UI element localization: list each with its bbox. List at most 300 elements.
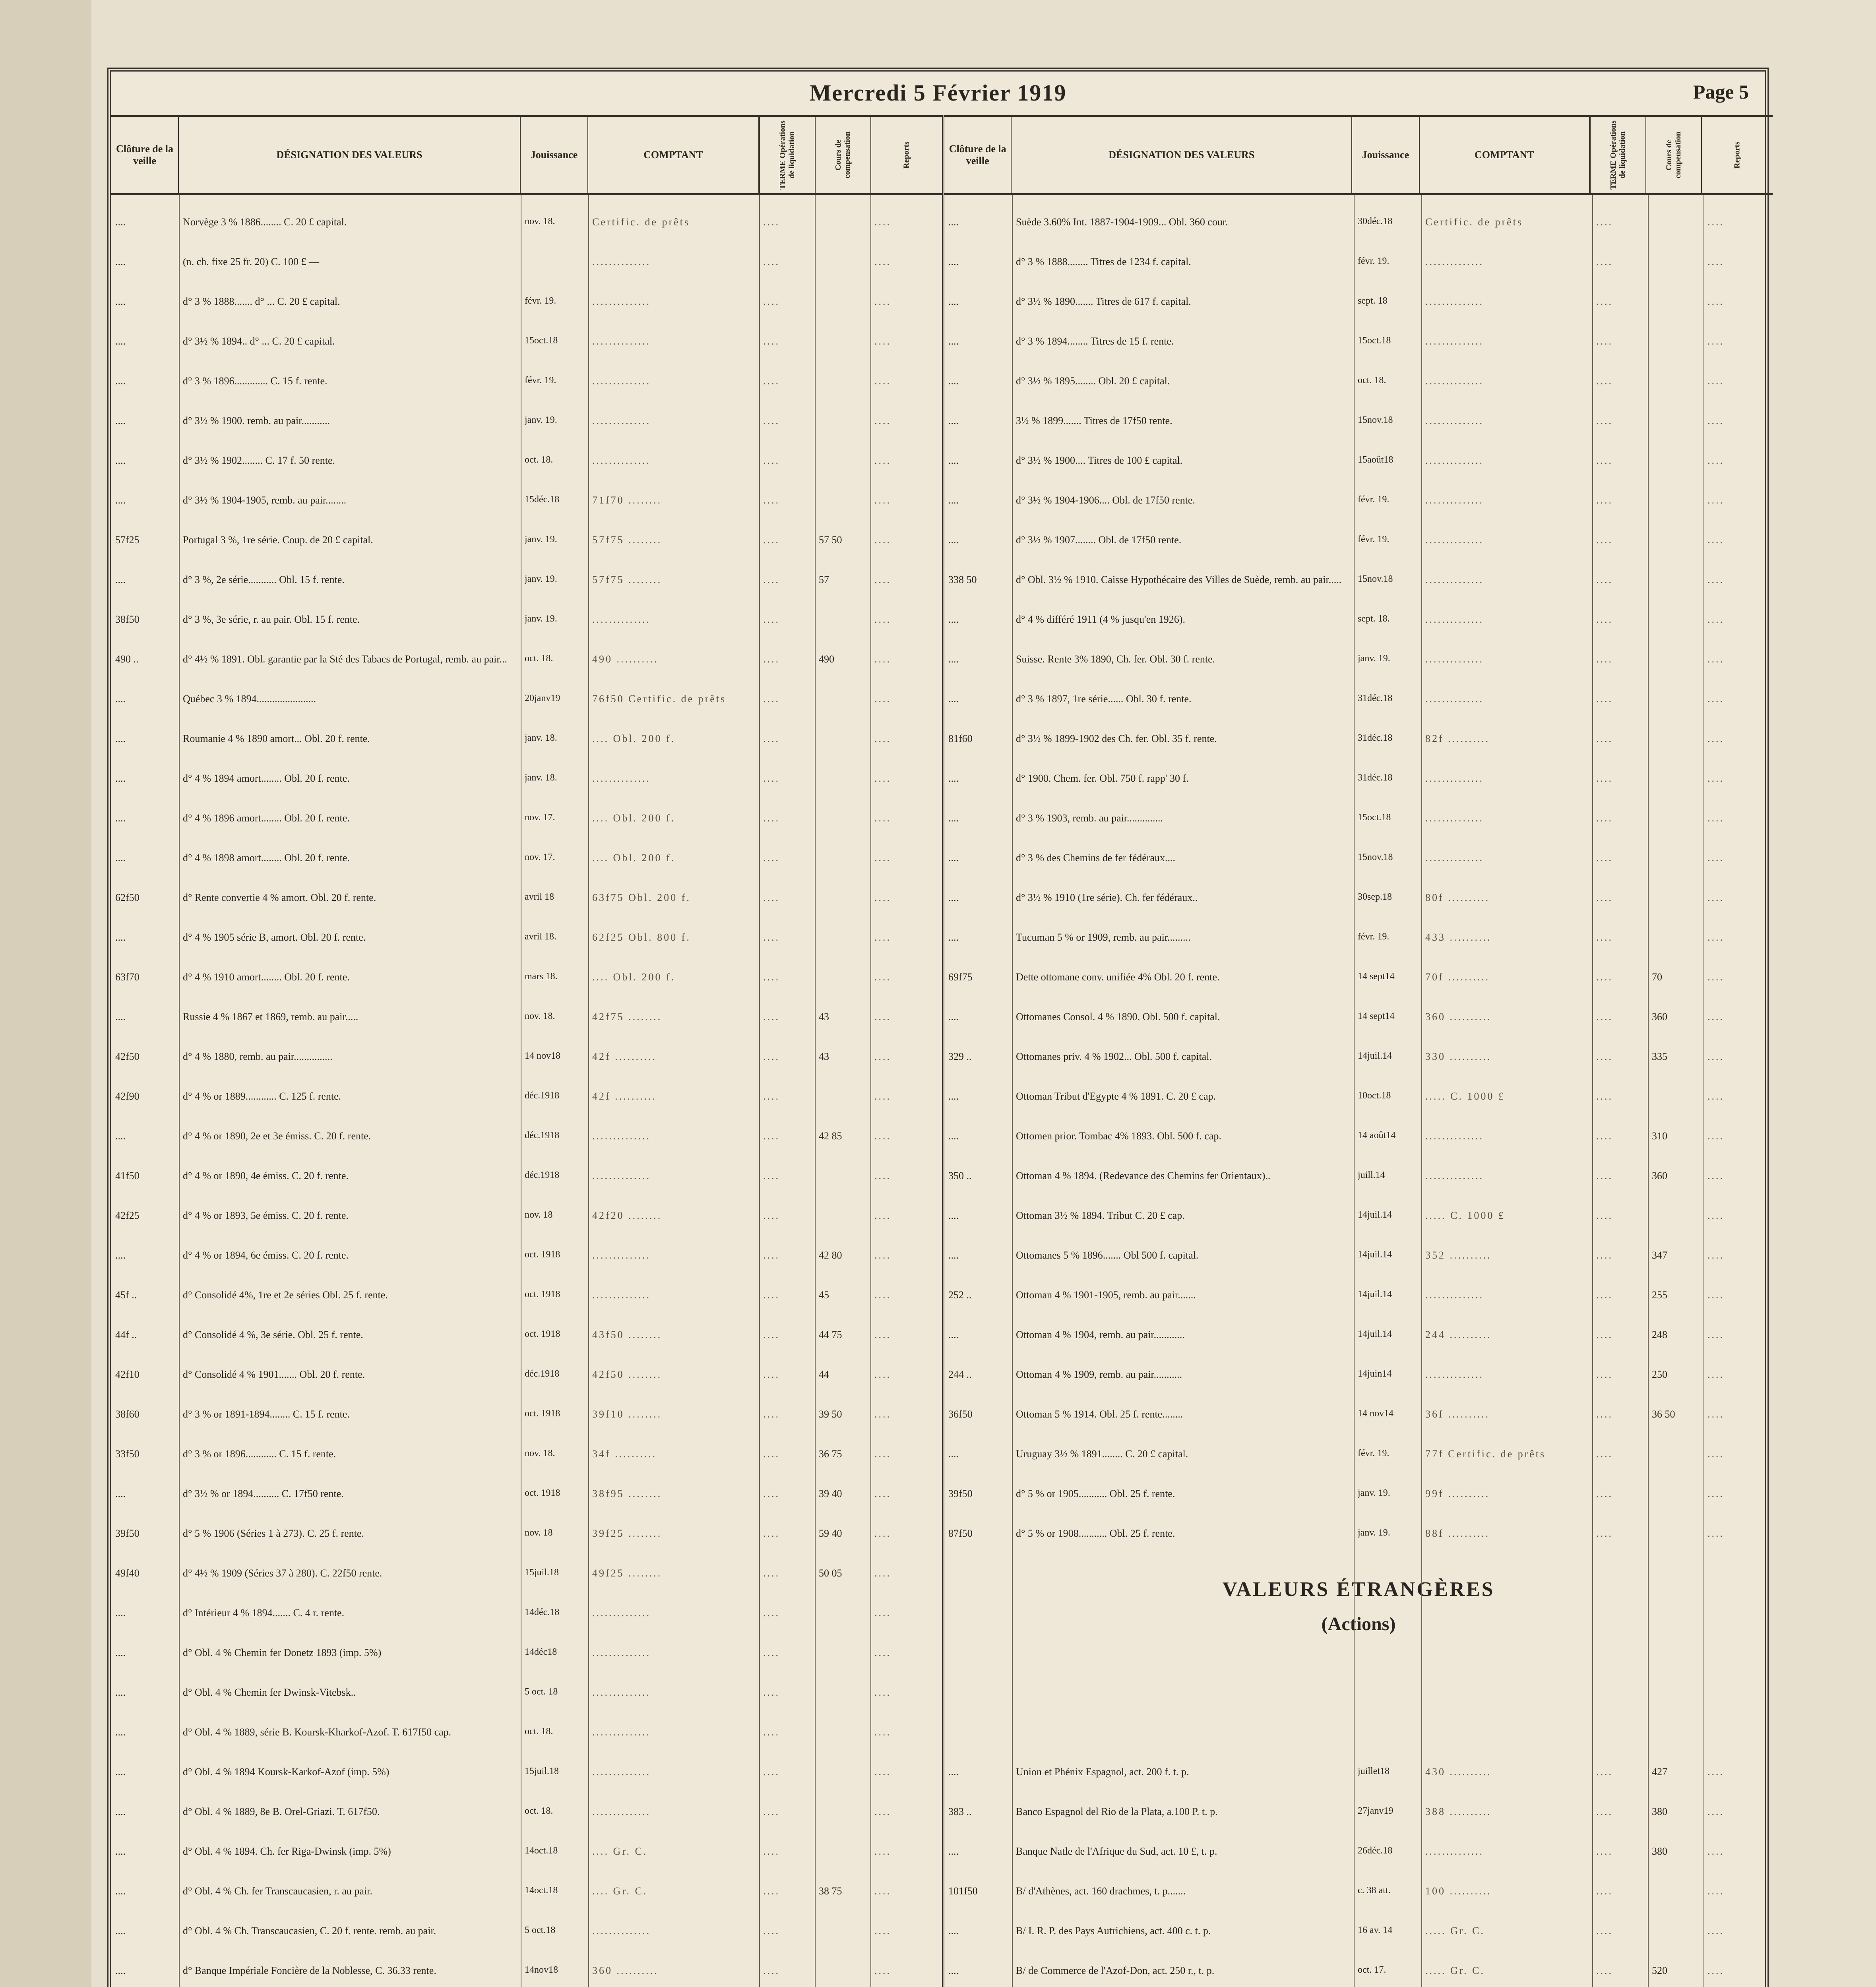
report-value: ....	[874, 1925, 891, 1937]
report-value: ....	[1707, 1766, 1724, 1778]
report-value: ....	[1707, 971, 1724, 983]
jouissance-date: mars 18.	[525, 971, 558, 982]
report-value: ....	[874, 375, 891, 387]
comptant-value: ..............	[1425, 1170, 1484, 1181]
report-value: ....	[1707, 1925, 1724, 1937]
header-cours: Cours de compensation	[815, 117, 870, 193]
designation-text: d° Rente convertie 4 % amort. Obl. 20 f. rente.	[183, 892, 376, 903]
comptant-value: ..............	[1425, 773, 1484, 784]
comptant-value: ..............	[592, 375, 651, 387]
column-headers-left	[111, 115, 942, 195]
table-row	[111, 370, 942, 393]
cours-value: 250	[1652, 1369, 1667, 1380]
designation-text: d° 3½ % 1907........ Obl. de 17f50 rente.	[1016, 534, 1182, 546]
terme-value: ....	[1596, 1090, 1613, 1102]
table-row	[111, 1602, 942, 1625]
report-value: ....	[1707, 415, 1724, 426]
report-value: ....	[1707, 574, 1724, 585]
header-designation: DÉSIGNATION DES VALEURS	[179, 117, 521, 193]
cours-value: 44	[819, 1369, 829, 1380]
table-row	[944, 1164, 1773, 1188]
cours-value: 248	[1652, 1329, 1667, 1340]
designation-text: Norvège 3 % 1886........ C. 20 £ capital.	[183, 216, 347, 228]
jouissance-date: févr. 19.	[1358, 932, 1390, 942]
designation-text: Dette ottomane conv. unifiée 4% Obl. 20 f. rente.	[1016, 971, 1220, 983]
cloture-value: 63f70	[115, 971, 140, 983]
table-row	[944, 727, 1773, 751]
cloture-value: 42f50	[115, 1051, 140, 1062]
jouissance-date: juill.14	[1358, 1170, 1385, 1180]
right-rows	[944, 195, 1773, 1987]
report-value: ....	[874, 1448, 891, 1460]
designation-text: d° 4 % or 1890, 4e émiss. C. 20 f. rente.	[183, 1170, 349, 1181]
table-row	[111, 1641, 942, 1665]
table-row	[944, 886, 1773, 910]
report-value: ....	[1707, 534, 1724, 546]
jouissance-date: 31déc.18	[1358, 693, 1393, 703]
terme-value: ....	[1596, 1806, 1613, 1817]
designation-text: d° 5 % or 1908........... Obl. 25 f. rente.	[1016, 1528, 1175, 1539]
table-row	[111, 250, 942, 274]
terme-value: ....	[763, 1687, 780, 1698]
comptant-value: ..............	[1425, 852, 1484, 864]
header-terme-right: TERME Opérations de liquidation	[1590, 117, 1645, 193]
comptant-value: 244 ..........	[1425, 1329, 1492, 1340]
jouissance-date: sept. 18	[1358, 296, 1388, 306]
designation-text: d° 4 % or 1893, 5e émiss. C. 20 f. rente.	[183, 1210, 349, 1221]
table-row	[944, 1760, 1773, 1784]
report-value: ....	[874, 852, 891, 864]
cours-value: 42 80	[819, 1249, 842, 1261]
table-row	[111, 449, 942, 473]
terme-value: ....	[1596, 1965, 1613, 1976]
cours-value: 45	[819, 1289, 829, 1301]
jouissance-date: janv. 19.	[525, 415, 557, 425]
jouissance-date: 27janv19	[1358, 1806, 1393, 1816]
table-row	[111, 727, 942, 751]
table-row	[111, 1363, 942, 1387]
table-row	[111, 1562, 942, 1586]
report-value: ....	[1707, 614, 1724, 625]
designation-text: d° 4 % 1910 amort........ Obl. 20 f. rente.	[183, 971, 350, 983]
cloture-value: ....	[948, 614, 959, 625]
comptant-value: 88f ..........	[1425, 1528, 1490, 1539]
jouissance-date: 14 sept14	[1358, 1011, 1395, 1021]
report-value: ....	[1707, 773, 1724, 784]
jouissance-date: févr. 19.	[1358, 534, 1390, 544]
table-row	[944, 608, 1773, 632]
price-list-sheet	[107, 68, 1769, 1987]
jouissance-date: 14juil.14	[1358, 1289, 1392, 1299]
comptant-value: ..............	[1425, 812, 1484, 824]
jouissance-date: févr. 19.	[1358, 494, 1390, 505]
report-value: ....	[874, 773, 891, 784]
cloture-value: ....	[948, 1011, 959, 1023]
terme-value: ....	[763, 1289, 780, 1301]
comptant-value: 388 ..........	[1425, 1806, 1492, 1817]
comptant-value: ..............	[592, 415, 651, 426]
comptant-value: ..............	[1425, 614, 1484, 625]
jouissance-date: oct. 18.	[525, 653, 553, 664]
cloture-value: 252 ..	[948, 1289, 972, 1301]
cours-value: 39 40	[819, 1488, 842, 1499]
designation-text: Québec 3 % 1894.......................	[183, 693, 316, 705]
report-value: ....	[874, 1806, 891, 1817]
designation-text: d° 3½ % 1904-1906.... Obl. de 17f50 rente.	[1016, 494, 1195, 506]
report-value: ....	[874, 653, 891, 665]
jouissance-date: janv. 19.	[1358, 653, 1390, 664]
cloture-value: ....	[115, 1647, 126, 1658]
table-row	[111, 211, 942, 234]
terme-value: ....	[1596, 1488, 1613, 1499]
table-row	[111, 568, 942, 592]
table-row	[944, 1800, 1773, 1824]
cloture-value: ....	[948, 375, 959, 387]
jouissance-date: oct. 1918	[525, 1329, 560, 1339]
comptant-value: ..............	[1425, 256, 1484, 267]
comptant-value: ..............	[1425, 1130, 1484, 1142]
table-row	[944, 1840, 1773, 1864]
designation-text: d° 4½ % 1909 (Séries 37 à 280). C. 22f50 rente.	[183, 1567, 382, 1579]
jouissance-date: janv. 19.	[525, 574, 557, 584]
jouissance-date: janv. 19.	[1358, 1488, 1390, 1498]
terme-value: ....	[1596, 1210, 1613, 1221]
jouissance-date: févr. 19.	[525, 375, 556, 385]
cloture-value: 49f40	[115, 1567, 140, 1579]
jouissance-date: 14 sept14	[1358, 971, 1395, 982]
report-value: ....	[874, 1766, 891, 1778]
table-row	[111, 409, 942, 433]
jouissance-date: nov. 17.	[525, 812, 555, 823]
designation-text: d° 3½ % 1900.... Titres de 100 £ capital.	[1016, 455, 1183, 466]
designation-text: d° 3 % des Chemins de fer fédéraux....	[1016, 852, 1175, 864]
report-value: ....	[1707, 216, 1724, 228]
cours-value: 427	[1652, 1766, 1667, 1778]
jouissance-date: 20janv19	[525, 693, 560, 703]
report-value: ....	[874, 1329, 891, 1340]
cloture-value: 42f90	[115, 1090, 140, 1102]
table-row	[944, 1045, 1773, 1069]
table-row	[944, 1482, 1773, 1506]
jouissance-date: nov. 18.	[525, 1448, 555, 1458]
table-row	[111, 767, 942, 791]
comptant-value: Certific. de prêts	[592, 216, 690, 228]
jouissance-date: 14déc.18	[525, 1607, 560, 1617]
terme-value: ....	[1596, 1925, 1613, 1937]
terme-value: ....	[763, 1885, 780, 1897]
cours-value: 360	[1652, 1170, 1667, 1181]
comptant-value: Certific. de prêts	[1425, 216, 1523, 228]
terme-value: ....	[763, 1528, 780, 1539]
terme-value: ....	[763, 1249, 780, 1261]
cloture-value: ....	[115, 1249, 126, 1261]
terme-value: ....	[763, 534, 780, 546]
report-value: ....	[1707, 693, 1724, 705]
cours-value: 380	[1652, 1806, 1667, 1817]
cours-value: 360	[1652, 1011, 1667, 1023]
designation-text: d° 3½ % 1899-1902 des Ch. fer. Obl. 35 f. rente.	[1016, 733, 1217, 744]
comptant-value: ..............	[1425, 375, 1484, 387]
cloture-value: ....	[948, 1249, 959, 1261]
comptant-value: ..............	[592, 1289, 651, 1301]
report-value: ....	[874, 1687, 891, 1698]
terme-value: ....	[1596, 574, 1613, 585]
jouissance-date: 15août18	[1358, 455, 1393, 465]
cours-value: 43	[819, 1011, 829, 1023]
cours-value: 59 40	[819, 1528, 842, 1539]
designation-text: Roumanie 4 % 1890 amort... Obl. 20 f. rente.	[183, 733, 370, 744]
table-row	[944, 1244, 1773, 1268]
terme-value: ....	[763, 1925, 780, 1937]
report-value: ....	[874, 1090, 891, 1102]
cloture-value: ....	[115, 1130, 126, 1142]
report-value: ....	[1707, 1011, 1724, 1023]
comptant-value: 34f ..........	[592, 1448, 657, 1460]
designation-text: d° 4 % or 1889............ C. 125 f. rente.	[183, 1090, 341, 1102]
designation-text: d° 1900. Chem. fer. Obl. 750 f. rapp' 30 f.	[1016, 773, 1189, 784]
header-cloture: Clôture de la veille	[111, 117, 179, 193]
cloture-value: ....	[948, 693, 959, 705]
cloture-value: 38f50	[115, 614, 140, 625]
terme-value: ....	[1596, 256, 1613, 267]
cours-value: 70	[1652, 971, 1662, 983]
report-value: ....	[874, 256, 891, 267]
table-row	[111, 1721, 942, 1745]
comptant-value: 330 ..........	[1425, 1051, 1492, 1062]
terme-value: ....	[763, 1329, 780, 1340]
cloture-value: ....	[948, 1210, 959, 1221]
report-value: ....	[874, 1726, 891, 1738]
cours-value: 36 50	[1652, 1408, 1675, 1420]
cloture-value: 338 50	[948, 574, 977, 585]
terme-value: ....	[1596, 534, 1613, 546]
comptant-value: 49f25 ........	[592, 1567, 662, 1579]
report-value: ....	[874, 1130, 891, 1142]
jouissance-date: déc.1918	[525, 1090, 560, 1101]
terme-value: ....	[763, 1846, 780, 1857]
table-row	[111, 807, 942, 831]
designation-text: Suède 3.60% Int. 1887-1904-1909... Obl. 360 cour.	[1016, 216, 1228, 228]
right-column-table	[942, 115, 1773, 1987]
cloture-value: 383 ..	[948, 1806, 972, 1817]
terme-value: ....	[763, 1448, 780, 1460]
jouissance-date: 5 oct. 18	[525, 1687, 558, 1697]
table-row	[111, 926, 942, 950]
cloture-value: ....	[115, 1488, 126, 1499]
jouissance-date: c. 38 att.	[1358, 1885, 1391, 1896]
cours-value: 50 05	[819, 1567, 842, 1579]
cloture-value: 57f25	[115, 534, 140, 546]
designation-text: Ottoman 3½ % 1894. Tribut C. 20 £ cap.	[1016, 1210, 1185, 1221]
designation-text: d° 3½ % 1910 (1re série). Ch. fer fédéraux..	[1016, 892, 1198, 903]
terme-value: ....	[1596, 1051, 1613, 1062]
comptant-value: ..............	[1425, 1369, 1484, 1380]
cloture-value: 36f50	[948, 1408, 973, 1420]
table-row	[944, 489, 1773, 513]
cloture-value: 490 ..	[115, 653, 139, 665]
report-value: ....	[874, 892, 891, 903]
terme-value: ....	[1596, 1011, 1613, 1023]
cloture-value: ....	[948, 1925, 959, 1937]
terme-value: ....	[1596, 1766, 1613, 1778]
report-value: ....	[1707, 1448, 1724, 1460]
cloture-value: ....	[948, 773, 959, 784]
cloture-value: ....	[948, 256, 959, 267]
cloture-value: 81f60	[948, 733, 973, 744]
cloture-value: ....	[115, 335, 126, 347]
cours-value: 490	[819, 653, 834, 665]
designation-text: d° Obl. 4 % 1889, série B. Koursk-Kharkof-Azof. T. 617f50 cap.	[183, 1726, 452, 1738]
table-row	[944, 370, 1773, 393]
header-comptant: COMPTANT	[588, 117, 759, 193]
table-row	[944, 688, 1773, 711]
table-row	[944, 846, 1773, 870]
comptant-value: ..............	[592, 1806, 651, 1817]
report-value: ....	[1707, 1369, 1724, 1380]
comptant-value: ..............	[592, 614, 651, 625]
terme-value: ....	[763, 216, 780, 228]
comptant-value: ..............	[592, 256, 651, 267]
report-value: ....	[1707, 1051, 1724, 1062]
table-row	[111, 966, 942, 990]
report-value: ....	[1707, 1210, 1724, 1221]
report-value: ....	[1707, 296, 1724, 307]
terme-value: ....	[763, 733, 780, 744]
comptant-value: ..............	[592, 1249, 651, 1261]
comptant-value: ..............	[1425, 534, 1484, 546]
cloture-value: 45f ..	[115, 1289, 137, 1301]
comptant-value: 63f75 Obl. 200 f.	[592, 892, 691, 903]
terme-value: ....	[763, 256, 780, 267]
comptant-value: 42f20 ........	[592, 1210, 662, 1221]
cloture-value: ....	[115, 1726, 126, 1738]
terme-value: ....	[1596, 1528, 1613, 1539]
jouissance-date: févr. 19.	[1358, 256, 1390, 266]
jouissance-date: déc.1918	[525, 1170, 560, 1180]
designation-text: d° Banque Impériale Foncière de la Noblesse, C. 36.33 rente.	[183, 1965, 436, 1976]
jouissance-date: oct. 18.	[525, 1806, 553, 1816]
header-designation-right: DÉSIGNATION DES VALEURS	[1012, 117, 1352, 193]
report-value: ....	[1707, 1130, 1724, 1142]
comptant-value: ..... Gr. C.	[1425, 1965, 1485, 1976]
terme-value: ....	[763, 375, 780, 387]
terme-value: ....	[1596, 335, 1613, 347]
designation-text: d° Consolidé 4%, 1re et 2e séries Obl. 25 f. rente.	[183, 1289, 388, 1301]
jouissance-date: 14juil.14	[1358, 1329, 1392, 1339]
comptant-value: 433 ..........	[1425, 932, 1492, 943]
designation-text: Ottoman 5 % 1914. Obl. 25 f. rente........	[1016, 1408, 1183, 1420]
designation-text: Ottomanes priv. 4 % 1902... Obl. 500 f. capital.	[1016, 1051, 1212, 1062]
table-row	[111, 846, 942, 870]
cloture-value: ....	[115, 1806, 126, 1817]
table-row	[944, 966, 1773, 990]
terme-value: ....	[1596, 971, 1613, 983]
terme-value: ....	[763, 494, 780, 506]
terme-value: ....	[763, 1965, 780, 1976]
comptant-value: 490 ..........	[592, 653, 659, 665]
jouissance-date: 10oct.18	[1358, 1090, 1391, 1101]
jouissance-date: févr. 19.	[1358, 1448, 1390, 1458]
designation-text: d° 3 % 1896............. C. 15 f. rente.	[183, 375, 328, 387]
terme-value: ....	[763, 1130, 780, 1142]
terme-value: ....	[763, 415, 780, 426]
terme-value: ....	[763, 693, 780, 705]
designation-text: d° 3½ % 1894.. d° ... C. 20 £ capital.	[183, 335, 335, 347]
table-row	[111, 1244, 942, 1268]
comptant-value: ..............	[592, 1647, 651, 1658]
designation-text: d° Obl. 4 % 1894 Koursk-Karkof-Azof (imp. 5%)	[183, 1766, 390, 1778]
report-value: ....	[874, 216, 891, 228]
jouissance-date: janv. 19.	[1358, 1528, 1390, 1538]
comptant-value: 76f50 Certific. de prêts	[592, 693, 727, 705]
terme-value: ....	[1596, 216, 1613, 228]
terme-value: ....	[763, 1726, 780, 1738]
jouissance-date: 30déc.18	[1358, 216, 1393, 227]
report-value: ....	[1707, 1289, 1724, 1301]
cours-value: 36 75	[819, 1448, 842, 1460]
designation-text: B/ de Commerce de l'Azof-Don, act. 250 r., t. p.	[1016, 1965, 1215, 1976]
report-value: ....	[874, 335, 891, 347]
terme-value: ....	[1596, 773, 1613, 784]
report-value: ....	[874, 1528, 891, 1539]
designation-text: d° Intérieur 4 % 1894....... C. 4 r. rente.	[183, 1607, 345, 1619]
report-value: ....	[1707, 812, 1724, 824]
cours-value: 57	[819, 574, 829, 585]
comptant-value: 42f ..........	[592, 1090, 657, 1102]
cloture-value: 244 ..	[948, 1369, 972, 1380]
report-value: ....	[874, 1051, 891, 1062]
designation-text: d° 3½ % 1890....... Titres de 617 f. capital.	[1016, 296, 1191, 307]
designation-text: d° 3½ % 1895........ Obl. 20 £ capital.	[1016, 375, 1170, 387]
designation-text: d° 4 % 1905 série B, amort. Obl. 20 f. rente.	[183, 932, 366, 943]
table-row	[944, 1443, 1773, 1466]
report-value: ....	[874, 614, 891, 625]
terme-value: ....	[1596, 812, 1613, 824]
cloture-value: ....	[115, 852, 126, 864]
terme-value: ....	[1596, 1249, 1613, 1261]
comptant-value: 100 ..........	[1425, 1885, 1492, 1897]
terme-value: ....	[763, 773, 780, 784]
left-rows	[111, 195, 942, 1987]
table-row	[111, 1840, 942, 1864]
designation-text: Tucuman 5 % or 1909, remb. au pair.........	[1016, 932, 1191, 943]
cloture-value: ....	[115, 1846, 126, 1857]
comptant-value: 36f ..........	[1425, 1408, 1490, 1420]
comptant-value: ..............	[592, 455, 651, 466]
jouissance-date: oct. 1918	[525, 1249, 560, 1260]
cours-value: 310	[1652, 1130, 1667, 1142]
section-subtitle: (Actions)	[1321, 1613, 1396, 1635]
designation-text: d° 3 % or 1896............ C. 15 f. rente.	[183, 1448, 336, 1460]
report-value: ....	[874, 1567, 891, 1579]
table-row	[944, 330, 1773, 354]
comptant-value: .... Obl. 200 f.	[592, 812, 676, 824]
table-row	[111, 886, 942, 910]
table-row	[111, 608, 942, 632]
designation-text: Ottoman 4 % 1904, remb. au pair............	[1016, 1329, 1185, 1340]
cloture-value: 39f50	[115, 1528, 140, 1539]
comptant-value: 62f25 Obl. 800 f.	[592, 932, 691, 943]
table-row	[111, 1204, 942, 1228]
jouissance-date: 15juil.18	[525, 1766, 559, 1776]
table-row	[111, 1443, 942, 1466]
jouissance-date: oct. 17.	[1358, 1965, 1386, 1975]
report-value: ....	[1707, 1528, 1724, 1539]
jouissance-date: avril 18.	[525, 932, 556, 942]
table-row	[944, 1005, 1773, 1029]
cloture-value: ....	[115, 1965, 126, 1976]
terme-value: ....	[763, 1051, 780, 1062]
